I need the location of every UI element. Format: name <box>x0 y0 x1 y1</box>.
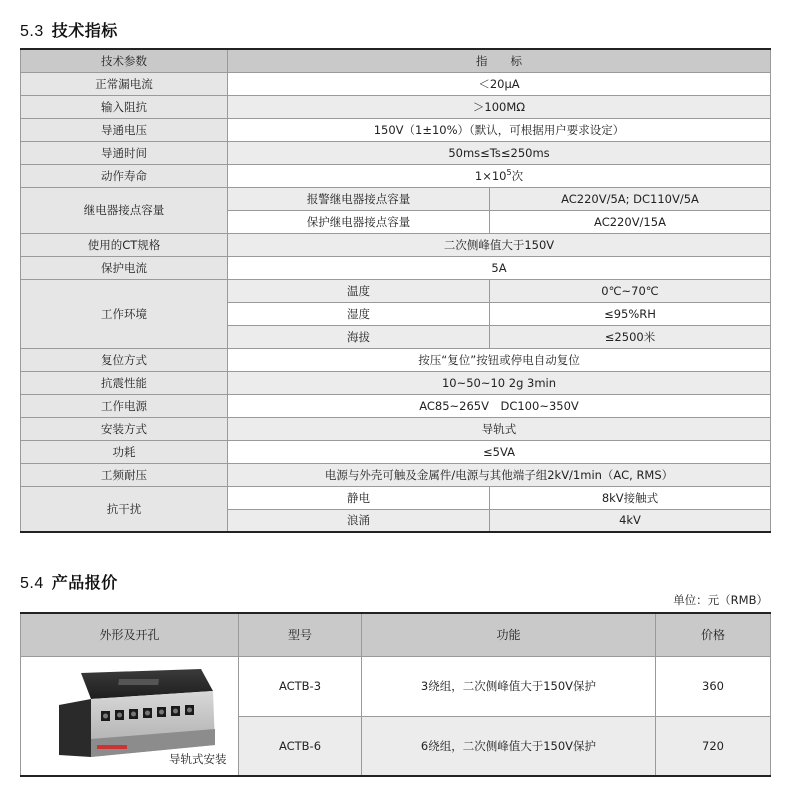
spec-sub-name: 静电 <box>228 486 490 509</box>
section-title-price <box>20 570 118 593</box>
spec-label: 动作寿命 <box>21 164 228 187</box>
table-row <box>21 463 771 486</box>
value-base: 1×10 <box>474 168 507 183</box>
table-row <box>21 95 771 118</box>
spec-header-row <box>21 49 771 72</box>
spec-label: 功耗 <box>21 440 228 463</box>
spec-label: 工作电源 <box>21 394 228 417</box>
price-header-shape: 外形及开孔 <box>21 613 239 656</box>
table-row <box>21 118 771 141</box>
price-value: 720 <box>656 716 771 776</box>
table-row <box>21 279 771 302</box>
unit-label: 单位：元（RMB） <box>673 593 768 607</box>
spec-value: 按压“复位”按钮或停电自动复位 <box>228 348 771 371</box>
spec-header-param: 技术参数 <box>21 49 228 72</box>
spec-sub-value: AC220V/5A; DC110V/5A <box>490 187 771 210</box>
table-row <box>21 233 771 256</box>
spec-label: 工频耐压 <box>21 463 228 486</box>
spec-label: 继电器接点容量 <box>21 187 228 233</box>
price-table <box>20 612 771 777</box>
spec-header-index: 指 标 <box>228 49 771 72</box>
spec-label: 保护电流 <box>21 256 228 279</box>
table-row <box>21 141 771 164</box>
table-row <box>21 72 771 95</box>
spec-value: ≤5VA <box>228 440 771 463</box>
spec-sub-name: 湿度 <box>228 302 490 325</box>
spec-label: 安装方式 <box>21 417 228 440</box>
spec-value: ＞100MΩ <box>228 95 771 118</box>
spec-sub-name: 温度 <box>228 279 490 302</box>
spec-sub-value: ≤2500米 <box>490 325 771 348</box>
spec-value: 5A <box>228 256 771 279</box>
spec-sub-name: 保护继电器接点容量 <box>228 210 490 233</box>
section-number: 5.4 <box>20 575 44 592</box>
price-function: 6绕组，二次侧峰值大于150V保护 <box>362 716 656 776</box>
spec-label: 抗干扰 <box>21 486 228 532</box>
table-row <box>21 440 771 463</box>
table-row <box>21 348 771 371</box>
table-row <box>21 417 771 440</box>
spec-value: 电源与外壳可触及金属件/电源与其他端子组2kV/1min（AC, RMS） <box>228 463 771 486</box>
spec-value: 导轨式 <box>228 417 771 440</box>
price-function: 3绕组，二次侧峰值大于150V保护 <box>362 656 656 716</box>
spec-sub-name: 海拔 <box>228 325 490 348</box>
table-row <box>21 486 771 509</box>
product-image-cell <box>21 656 239 776</box>
section-heading: 技术指标 <box>51 21 118 40</box>
spec-label: 使用的CT规格 <box>21 233 228 256</box>
spec-sub-value: 0℃~70℃ <box>490 279 771 302</box>
table-row <box>21 394 771 417</box>
spec-value: 150V（1±10%）（默认，可根据用户要求设定） <box>228 118 771 141</box>
table-row <box>21 656 771 716</box>
spec-label: 工作环境 <box>21 279 228 348</box>
table-row <box>21 164 771 187</box>
spec-value: AC85~265V DC100~350V <box>228 394 771 417</box>
table-row <box>21 371 771 394</box>
table-row <box>21 256 771 279</box>
price-value: 360 <box>656 656 771 716</box>
spec-sub-value: 8kV接触式 <box>490 486 771 509</box>
table-row <box>21 187 771 210</box>
value-suffix: 次 <box>511 168 524 183</box>
spec-value <box>228 164 771 187</box>
spec-value: 50ms≤Ts≤250ms <box>228 141 771 164</box>
spec-value: 二次侧峰值大于150V <box>228 233 771 256</box>
spec-label: 导通电压 <box>21 118 228 141</box>
section-heading: 产品报价 <box>51 573 118 592</box>
spec-sub-name: 浪涌 <box>228 509 490 532</box>
spec-value: 10~50~10 2g 3min <box>228 371 771 394</box>
price-header-price: 价格 <box>656 613 771 656</box>
section-title-spec <box>20 18 118 41</box>
price-model: ACTB-6 <box>239 716 362 776</box>
spec-label: 导通时间 <box>21 141 228 164</box>
spec-sub-name: 报警继电器接点容量 <box>228 187 490 210</box>
spec-table <box>20 48 771 533</box>
spec-label: 复位方式 <box>21 348 228 371</box>
spec-sub-value: AC220V/15A <box>490 210 771 233</box>
device-illustration-icon <box>51 665 221 763</box>
section-number: 5.3 <box>20 23 44 40</box>
price-model: ACTB-3 <box>239 656 362 716</box>
spec-label: 输入阻抗 <box>21 95 228 118</box>
spec-value: ＜20μA <box>228 72 771 95</box>
image-caption: 导轨式安装 <box>169 752 227 766</box>
spec-label: 抗震性能 <box>21 371 228 394</box>
spec-sub-value: 4kV <box>490 509 771 532</box>
spec-sub-value: ≤95%RH <box>490 302 771 325</box>
price-header-row <box>21 613 771 656</box>
price-header-model: 型号 <box>239 613 362 656</box>
price-header-function: 功能 <box>362 613 656 656</box>
spec-label: 正常漏电流 <box>21 72 228 95</box>
value-exponent: 5 <box>506 167 512 177</box>
